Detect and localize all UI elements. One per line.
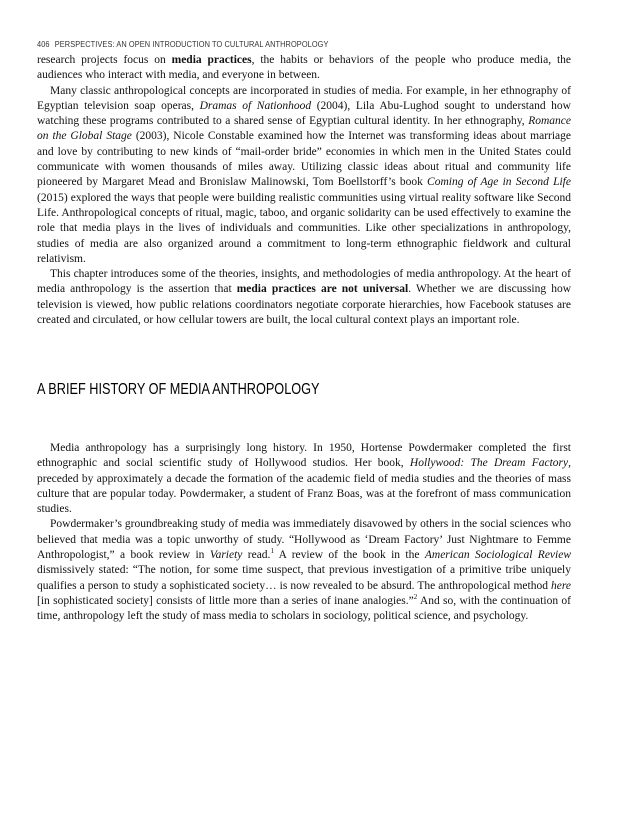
paragraph	[37, 441, 571, 517]
body-text-top	[37, 53, 571, 328]
text-run: , the habits or behaviors of the people who produce media, the audiences who interact with media, and everyone in between.	[37, 54, 571, 82]
page-number: 406	[37, 39, 50, 49]
paragraph	[37, 267, 571, 328]
book-title-italic: Dramas of Nationhood	[199, 99, 312, 112]
key-term: media practices are not universal	[236, 283, 409, 296]
footnote-marker[interactable]: 1	[270, 547, 274, 556]
text-run: (2003), Nicole Constable examined how the Internet was transforming ideas about marriage and love by contributing to new kinds of “mail-order bride” economies in which men in the United States could communicate with women thousands of miles away. Utilizing classic ideas about ritual and community life pioneered by Margaret Mead and Bronislaw Malinowski, Tom Boellstorff’s book	[37, 130, 572, 189]
book-title-italic: American Sociological Review	[424, 549, 571, 562]
text-run: A review of the book in the	[273, 549, 425, 562]
body-text-bottom	[37, 441, 571, 625]
paragraph	[37, 84, 571, 268]
running-head	[37, 39, 519, 49]
key-term: media practices	[171, 54, 252, 66]
text-run: This chapter introduces some of the theories, insights, and methodologies of media anthropology. At the heart of media anthropology is the assertion that	[37, 268, 571, 296]
text-run: (2015) explored the ways that people were building realistic communities using virtual reality software like Second Life. Anthropological concepts of ritual, magic, taboo, and organic solidarity can be used effectively to examine the role that media plays in the lives of individuals and communities. Like other specializations in anthropology, studies of media are also organized around a commitment to long-term ethnographic fieldwork and cultural relativism.	[37, 191, 571, 265]
book-title-italic: Hollywood: The Dream Factory	[409, 457, 569, 470]
text-run: dismissively stated: “The notion, for some time suspect, that previous investigation of a primitive tribe uniquely qualifies a person to study a sophisticated society… is now revealed to be absurd. The anthropological method	[37, 564, 571, 592]
text-run: And so, with the continuation of time, anthropology left the study of mass media to scholars in sociology, political science, and psychology.	[37, 594, 571, 623]
text-run: . Whether we are discussing how television is viewed, how public relations coordinators negotiate corporate hierarchies, how Facebook statuses are created and circulated, or how cellular towers are built, the local cultural context plays an important role.	[37, 283, 572, 327]
paragraph	[37, 53, 571, 84]
text-run: Powdermaker’s groundbreaking study of media was immediately disavowed by others in the social sciences who believed that media was a topic unworthy of study. “Hollywood as ‘Dream Factory’ Just Nightmare to Femme Anthropologist,” a book review in	[37, 518, 571, 562]
book-title-italic: Romance on the Global Stage	[37, 115, 571, 143]
section-heading: A BRIEF HISTORY OF MEDIA ANTHROPOLOGY	[37, 381, 320, 398]
text-run: , preceded by approximately a decade the formation of the academic field of media studies and the theories of mass culture that are popular today. Powdermaker, a student of Franz Boas, was at the forefront of mass communication studies.	[37, 457, 571, 516]
book-title-italic: Coming of Age in Second Life	[427, 176, 571, 189]
book-title-italic: Variety	[209, 549, 243, 562]
text-run: (2004), Lila Abu-Lughod sought to understand how watching these programs contributed to a shared sense of Egyptian cultural identity. In her ethnography,	[37, 99, 571, 128]
text-run: [in sophisticated society] consists of little more than a series of inane analogies.”	[37, 594, 414, 607]
text-run: research projects focus on	[37, 54, 172, 66]
text-run: Media anthropology has a surprisingly long history. In 1950, Hortense Powdermaker completed the first ethnographic and social scientific study of Hollywood studios. Her book,	[37, 442, 571, 470]
paragraph	[37, 517, 571, 624]
text-run: Many classic anthropological concepts are incorporated in studies of media. For example, in her ethnography of Egyptian television soap operas,	[37, 84, 571, 112]
book-title: PERSPECTIVES: AN OPEN INTRODUCTION TO CULTURAL ANTHROPOLOGY	[54, 39, 329, 49]
text-run: read.	[242, 549, 271, 562]
footnote-marker[interactable]: 2	[413, 593, 418, 602]
emphasis: here	[550, 579, 571, 592]
